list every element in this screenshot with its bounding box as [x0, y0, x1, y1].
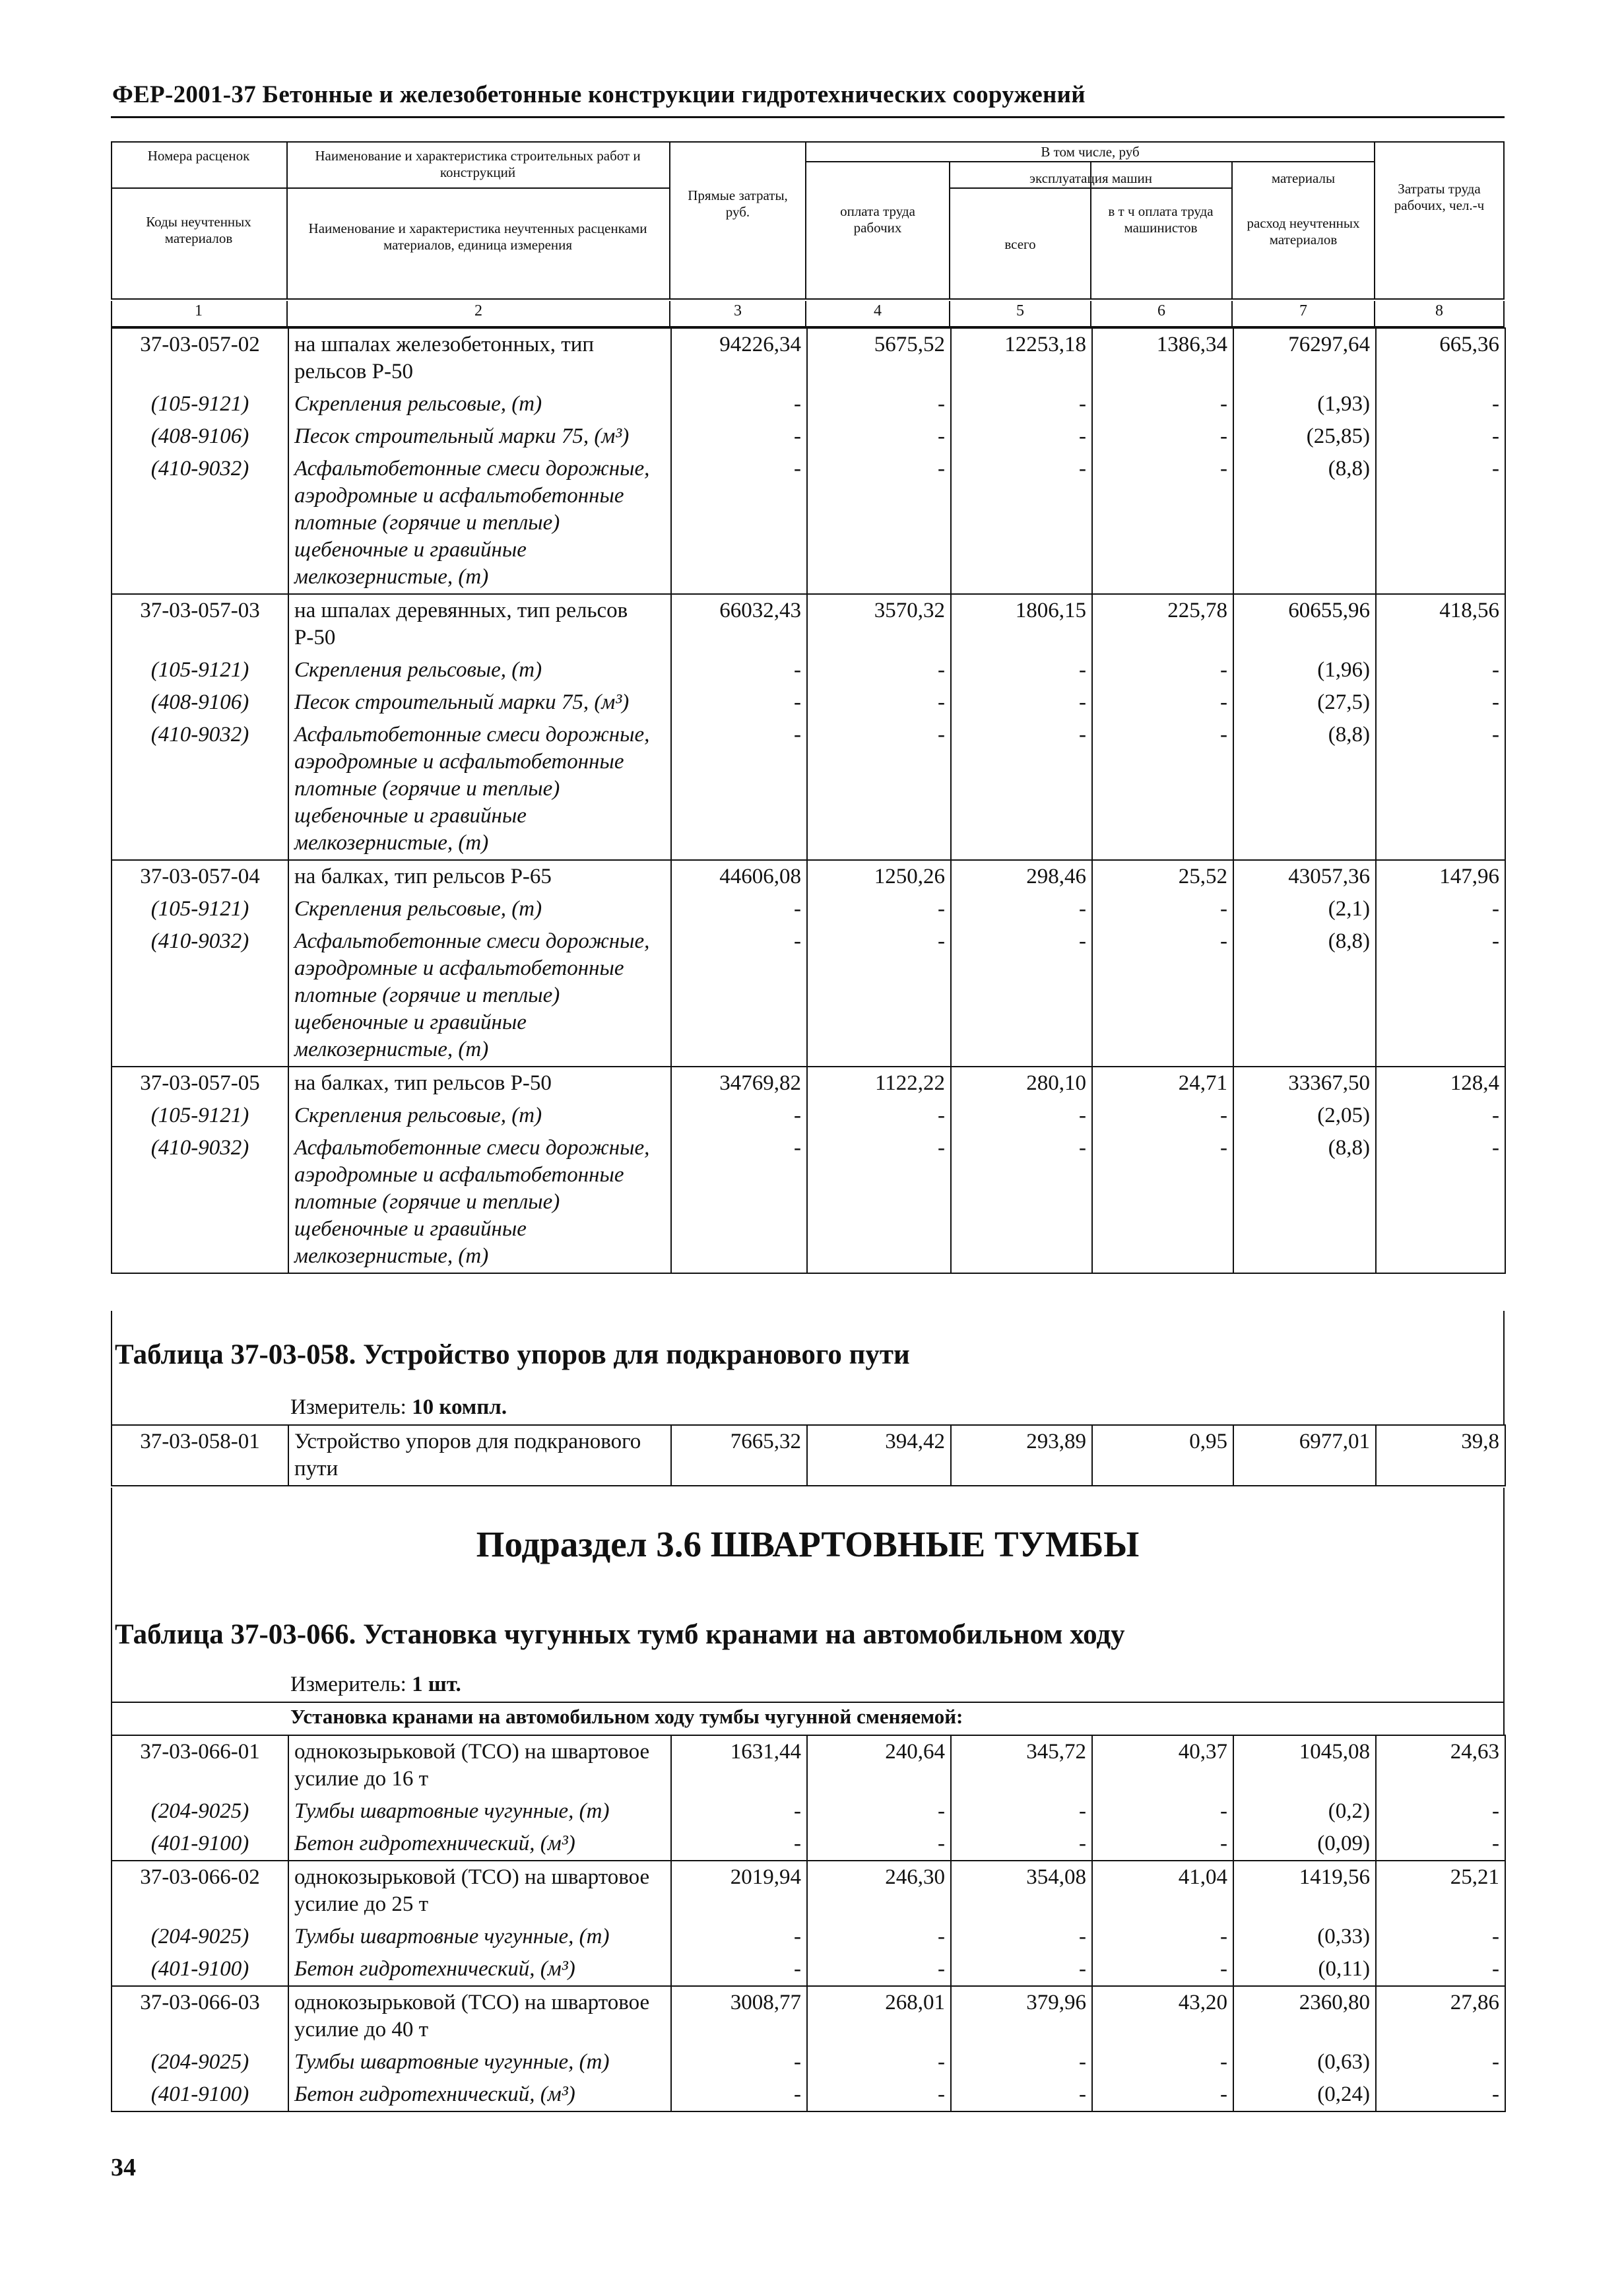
meter-value: 1 шт.	[412, 1673, 461, 1696]
value-c5: -	[951, 420, 1092, 453]
work-name: однокозырьковой (ТСО) на швартовое усилие до 40 т	[288, 1986, 671, 2046]
value-c8: 147,96	[1376, 860, 1505, 893]
value-c4: -	[807, 686, 951, 719]
value-c3: -	[671, 1921, 807, 1953]
work-name: однокозырьковой (ТСО) на швартовое усилие до 16 т	[288, 1735, 671, 1795]
header-work-name: Наименование и характеристика строительных работ и конструкций	[315, 148, 641, 180]
header-including: В том числе, руб	[1041, 144, 1140, 160]
material-row	[112, 893, 1505, 925]
table-066-meter	[290, 1673, 461, 1697]
value-c6: -	[1092, 1921, 1233, 1953]
material-code: (401-9100)	[112, 2078, 288, 2111]
rate-code: 37-03-066-01	[112, 1735, 288, 1795]
value-c3: -	[671, 686, 807, 719]
value-c6: 43,20	[1092, 1986, 1233, 2046]
rate-row	[112, 1986, 1505, 2046]
value-c7: 60655,96	[1233, 594, 1376, 654]
column-numbers-row	[111, 301, 1505, 327]
subsection-title: Подраздел 3.6 ШВАРТОВНЫЕ ТУМБЫ	[476, 1524, 1140, 1564]
value-c8: 418,56	[1376, 594, 1505, 654]
material-name: Скрепления рельсовые, (т)	[288, 388, 671, 420]
table-header	[111, 141, 1505, 300]
value-c6: -	[1092, 925, 1233, 1067]
value-c7: 6977,01	[1233, 1425, 1376, 1486]
material-row	[112, 1828, 1505, 1861]
value-c4: -	[807, 1921, 951, 1953]
value-c4: -	[807, 1795, 951, 1828]
value-c4: 1250,26	[807, 860, 951, 893]
material-name: Асфальтобетонные смеси дорожные, аэродромные и асфальтобетонные плотные (горячие и теплые) щебеночные и гравийные мелкозернистые, (т)	[288, 925, 671, 1067]
material-row	[112, 1953, 1505, 1986]
value-c4: -	[807, 719, 951, 860]
value-c7: (1,96)	[1233, 654, 1376, 686]
value-c5: -	[951, 893, 1092, 925]
value-c7: 1045,08	[1233, 1735, 1376, 1795]
value-c4: 5675,52	[807, 328, 951, 388]
meter-value: 10 компл.	[412, 1395, 507, 1419]
material-name: Асфальтобетонные смеси дорожные, аэродромные и асфальтобетонные плотные (горячие и теплые) щебеночные и гравийные мелкозернистые, (т)	[288, 453, 671, 594]
value-c4: 268,01	[807, 1986, 951, 2046]
material-code: (410-9032)	[112, 453, 288, 594]
value-c3: 7665,32	[671, 1425, 807, 1486]
work-name: на шпалах железобетонных, тип рельсов Р-50	[288, 328, 671, 388]
value-c8: -	[1376, 893, 1505, 925]
material-name: Бетон гидротехнический, (м³)	[288, 2078, 671, 2111]
material-row	[112, 686, 1505, 719]
value-c8: 24,63	[1376, 1735, 1505, 1795]
value-c3: -	[671, 925, 807, 1067]
value-c6: -	[1092, 420, 1233, 453]
header-labor-pay: оплата труда рабочих	[840, 203, 915, 236]
material-code: (105-9121)	[112, 893, 288, 925]
header-unaccounted-materials: расход неучтенных материалов	[1247, 215, 1360, 248]
rate-code: 37-03-057-04	[112, 860, 288, 893]
column-number: 3	[734, 302, 742, 319]
material-code: (105-9121)	[112, 1100, 288, 1132]
rate-code: 37-03-057-05	[112, 1067, 288, 1100]
value-c7: (0,09)	[1233, 1828, 1376, 1861]
column-number: 6	[1157, 302, 1165, 319]
rate-code: 37-03-057-02	[112, 328, 288, 388]
material-code: (204-9025)	[112, 1921, 288, 1953]
value-c5: -	[951, 1953, 1092, 1986]
value-c3: -	[671, 2078, 807, 2111]
material-row	[112, 719, 1505, 860]
value-c7: 2360,80	[1233, 1986, 1376, 2046]
value-c4: 246,30	[807, 1861, 951, 1921]
value-c5: -	[951, 1100, 1092, 1132]
rate-row	[112, 1067, 1505, 1100]
value-c7: (8,8)	[1233, 925, 1376, 1067]
value-c4: 1122,22	[807, 1067, 951, 1100]
value-c3: 94226,34	[671, 328, 807, 388]
work-name: Устройство упоров для подкранового пути	[288, 1425, 671, 1486]
value-c8: -	[1376, 420, 1505, 453]
value-c7: (0,11)	[1233, 1953, 1376, 1986]
value-c3: -	[671, 420, 807, 453]
value-c4: -	[807, 1953, 951, 1986]
value-c6: 25,52	[1092, 860, 1233, 893]
work-name: на шпалах деревянных, тип рельсов Р-50	[288, 594, 671, 654]
value-c3: -	[671, 453, 807, 594]
material-code: (410-9032)	[112, 1132, 288, 1273]
rate-code: 37-03-066-03	[112, 1986, 288, 2046]
document-title: ФЕР-2001-37 Бетонные и железобетонные конструкции гидротехнических сооружений	[112, 81, 1086, 108]
value-c3: -	[671, 1828, 807, 1861]
value-c6: -	[1092, 1828, 1233, 1861]
value-c5: -	[951, 1921, 1092, 1953]
value-c8: -	[1376, 1100, 1505, 1132]
material-row	[112, 1795, 1505, 1828]
value-c8: 128,4	[1376, 1067, 1505, 1100]
value-c4: -	[807, 388, 951, 420]
value-c6: -	[1092, 2046, 1233, 2078]
value-c3: -	[671, 1795, 807, 1828]
material-name: Скрепления рельсовые, (т)	[288, 1100, 671, 1132]
value-c5: -	[951, 1828, 1092, 1861]
meter-label: Измеритель:	[290, 1395, 412, 1419]
value-c6: 1386,34	[1092, 328, 1233, 388]
value-c8: 27,86	[1376, 1986, 1505, 2046]
value-c6: -	[1092, 453, 1233, 594]
value-c5: 298,46	[951, 860, 1092, 893]
value-c6: 0,95	[1092, 1425, 1233, 1486]
value-c5: -	[951, 1132, 1092, 1273]
value-c3: 1631,44	[671, 1735, 807, 1795]
rate-row	[112, 1425, 1505, 1486]
value-c3: 66032,43	[671, 594, 807, 654]
value-c7: (0,33)	[1233, 1921, 1376, 1953]
value-c7: (0,24)	[1233, 2078, 1376, 2111]
value-c8: -	[1376, 654, 1505, 686]
value-c6: -	[1092, 1953, 1233, 1986]
material-row	[112, 1100, 1505, 1132]
value-c3: -	[671, 388, 807, 420]
value-c5: 345,72	[951, 1735, 1092, 1795]
header-materials: материалы	[1271, 170, 1336, 186]
value-c4: -	[807, 2046, 951, 2078]
value-c5: -	[951, 1795, 1092, 1828]
value-c5: 354,08	[951, 1861, 1092, 1921]
value-c8: -	[1376, 1921, 1505, 1953]
rates-table-066	[111, 1735, 1506, 2112]
value-c5: 280,10	[951, 1067, 1092, 1100]
value-c7: (8,8)	[1233, 453, 1376, 594]
value-c8: -	[1376, 388, 1505, 420]
rate-row	[112, 594, 1505, 654]
value-c5: 379,96	[951, 1986, 1092, 2046]
value-c7: (25,85)	[1233, 420, 1376, 453]
value-c4: -	[807, 925, 951, 1067]
value-c6: -	[1092, 654, 1233, 686]
value-c4: -	[807, 420, 951, 453]
value-c7: 1419,56	[1233, 1861, 1376, 1921]
value-c7: 76297,64	[1233, 328, 1376, 388]
value-c3: 3008,77	[671, 1986, 807, 2046]
table-066-title: Таблица 37-03-066. Установка чугунных тумб кранами на автомобильном ходу	[115, 1619, 1125, 1650]
work-name: на балках, тип рельсов Р-65	[288, 860, 671, 893]
material-code: (410-9032)	[112, 925, 288, 1067]
value-c4: -	[807, 1100, 951, 1132]
header-material-name: Наименование и характеристика неучтенных расценками материалов, единица измерения	[308, 220, 647, 253]
material-row	[112, 2046, 1505, 2078]
value-c6: 24,71	[1092, 1067, 1233, 1100]
rate-row	[112, 1861, 1505, 1921]
value-c7: (8,8)	[1233, 1132, 1376, 1273]
value-c4: 240,64	[807, 1735, 951, 1795]
value-c5: -	[951, 719, 1092, 860]
column-number: 7	[1299, 302, 1307, 319]
header-machines-total: всего	[1004, 236, 1036, 252]
value-c8: 665,36	[1376, 328, 1505, 388]
value-c6: -	[1092, 1100, 1233, 1132]
table-066-group-title: Установка кранами на автомобильном ходу тумбы чугунной сменяемой:	[290, 1705, 963, 1728]
material-name: Бетон гидротехнический, (м³)	[288, 1828, 671, 1861]
rate-code: 37-03-066-02	[112, 1861, 288, 1921]
value-c5: -	[951, 2078, 1092, 2111]
material-code: (204-9025)	[112, 1795, 288, 1828]
value-c3: -	[671, 1132, 807, 1273]
table-058-title: Таблица 37-03-058. Устройство упоров для подкранового пути	[115, 1339, 910, 1370]
value-c3: -	[671, 654, 807, 686]
rate-row	[112, 860, 1505, 893]
rate-row	[112, 1735, 1505, 1795]
material-name: Бетон гидротехнический, (м³)	[288, 1953, 671, 1986]
material-code: (401-9100)	[112, 1953, 288, 1986]
table-058-meter	[290, 1395, 507, 1420]
value-c8: -	[1376, 1132, 1505, 1273]
value-c6: -	[1092, 1795, 1233, 1828]
value-c7: 43057,36	[1233, 860, 1376, 893]
material-name: Асфальтобетонные смеси дорожные, аэродромные и асфальтобетонные плотные (горячие и теплые) щебеночные и гравийные мелкозернистые, (т)	[288, 1132, 671, 1273]
header-machines: эксплуатация машин	[1029, 170, 1152, 186]
value-c5: 1806,15	[951, 594, 1092, 654]
value-c8: -	[1376, 1828, 1505, 1861]
material-row	[112, 420, 1505, 453]
value-c5: -	[951, 453, 1092, 594]
value-c3: 34769,82	[671, 1067, 807, 1100]
rate-code: 37-03-058-01	[112, 1425, 288, 1486]
value-c4: -	[807, 2078, 951, 2111]
value-c7: (27,5)	[1233, 686, 1376, 719]
material-code: (105-9121)	[112, 654, 288, 686]
material-name: Скрепления рельсовые, (т)	[288, 893, 671, 925]
value-c8: 25,21	[1376, 1861, 1505, 1921]
value-c6: -	[1092, 388, 1233, 420]
work-name: однокозырьковой (ТСО) на швартовое усилие до 25 т	[288, 1861, 671, 1921]
value-c7: (0,63)	[1233, 2046, 1376, 2078]
value-c7: (2,05)	[1233, 1100, 1376, 1132]
value-c5: 293,89	[951, 1425, 1092, 1486]
rate-row	[112, 328, 1505, 388]
value-c5: -	[951, 925, 1092, 1067]
value-c4: -	[807, 893, 951, 925]
material-code: (204-9025)	[112, 2046, 288, 2078]
value-c7: 33367,50	[1233, 1067, 1376, 1100]
value-c6: -	[1092, 1132, 1233, 1273]
meter-label: Измеритель:	[290, 1673, 412, 1696]
value-c3: -	[671, 893, 807, 925]
value-c6: 40,37	[1092, 1735, 1233, 1795]
value-c6: -	[1092, 893, 1233, 925]
material-name: Тумбы швартовные чугунные, (т)	[288, 2046, 671, 2078]
value-c7: (1,93)	[1233, 388, 1376, 420]
material-row	[112, 388, 1505, 420]
header-labor-hours: Затраты труда рабочих, чел.-ч	[1394, 181, 1485, 213]
value-c8: -	[1376, 719, 1505, 860]
column-number: 8	[1435, 302, 1443, 319]
column-number: 4	[874, 302, 882, 319]
value-c4: -	[807, 1132, 951, 1273]
value-c5: 12253,18	[951, 328, 1092, 388]
material-code: (410-9032)	[112, 719, 288, 860]
header-operator-pay: в т ч оплата труда машинистов	[1108, 203, 1214, 236]
title-underline	[111, 116, 1505, 118]
value-c8: -	[1376, 686, 1505, 719]
value-c3: -	[671, 1953, 807, 1986]
value-c7: (2,1)	[1233, 893, 1376, 925]
material-name: Тумбы швартовные чугунные, (т)	[288, 1795, 671, 1828]
value-c8: -	[1376, 1953, 1505, 1986]
material-name: Песок строительный марки 75, (м³)	[288, 686, 671, 719]
header-rate-numbers: Номера расценок	[147, 148, 250, 164]
value-c6: -	[1092, 686, 1233, 719]
material-name: Тумбы швартовные чугунные, (т)	[288, 1921, 671, 1953]
rates-table-057	[111, 327, 1506, 1274]
value-c3: -	[671, 719, 807, 860]
value-c6: 41,04	[1092, 1861, 1233, 1921]
material-code: (401-9100)	[112, 1828, 288, 1861]
value-c4: -	[807, 453, 951, 594]
material-name: Асфальтобетонные смеси дорожные, аэродромные и асфальтобетонные плотные (горячие и теплые) щебеночные и гравийные мелкозернистые, (т)	[288, 719, 671, 860]
value-c5: -	[951, 2046, 1092, 2078]
material-row	[112, 925, 1505, 1067]
material-code: (408-9106)	[112, 686, 288, 719]
value-c3: 44606,08	[671, 860, 807, 893]
material-row	[112, 1921, 1505, 1953]
value-c3: -	[671, 1100, 807, 1132]
value-c4: -	[807, 1828, 951, 1861]
value-c8: 39,8	[1376, 1425, 1505, 1486]
value-c6: -	[1092, 719, 1233, 860]
value-c5: -	[951, 654, 1092, 686]
header-direct-costs: Прямые затраты, руб.	[688, 187, 788, 220]
value-c6: -	[1092, 2078, 1233, 2111]
rates-table-058	[111, 1424, 1506, 1486]
material-row	[112, 1132, 1505, 1273]
value-c5: -	[951, 686, 1092, 719]
value-c8: -	[1376, 925, 1505, 1067]
column-number: 1	[195, 302, 203, 319]
value-c3: 2019,94	[671, 1861, 807, 1921]
material-code: (408-9106)	[112, 420, 288, 453]
material-row	[112, 453, 1505, 594]
value-c4: -	[807, 654, 951, 686]
rate-code: 37-03-057-03	[112, 594, 288, 654]
page-number: 34	[111, 2154, 136, 2181]
value-c4: 394,42	[807, 1425, 951, 1486]
value-c7: (8,8)	[1233, 719, 1376, 860]
material-row	[112, 2078, 1505, 2111]
material-code: (105-9121)	[112, 388, 288, 420]
value-c5: -	[951, 388, 1092, 420]
value-c8: -	[1376, 453, 1505, 594]
material-row	[112, 654, 1505, 686]
value-c7: (0,2)	[1233, 1795, 1376, 1828]
value-c8: -	[1376, 2046, 1505, 2078]
column-number: 2	[474, 302, 482, 319]
material-name: Песок строительный марки 75, (м³)	[288, 420, 671, 453]
value-c4: 3570,32	[807, 594, 951, 654]
header-material-codes: Коды неучтенных материалов	[146, 214, 251, 246]
value-c6: 225,78	[1092, 594, 1233, 654]
value-c8: -	[1376, 2078, 1505, 2111]
material-name: Скрепления рельсовые, (т)	[288, 654, 671, 686]
value-c8: -	[1376, 1795, 1505, 1828]
column-number: 5	[1016, 302, 1024, 319]
value-c3: -	[671, 2046, 807, 2078]
work-name: на балках, тип рельсов Р-50	[288, 1067, 671, 1100]
